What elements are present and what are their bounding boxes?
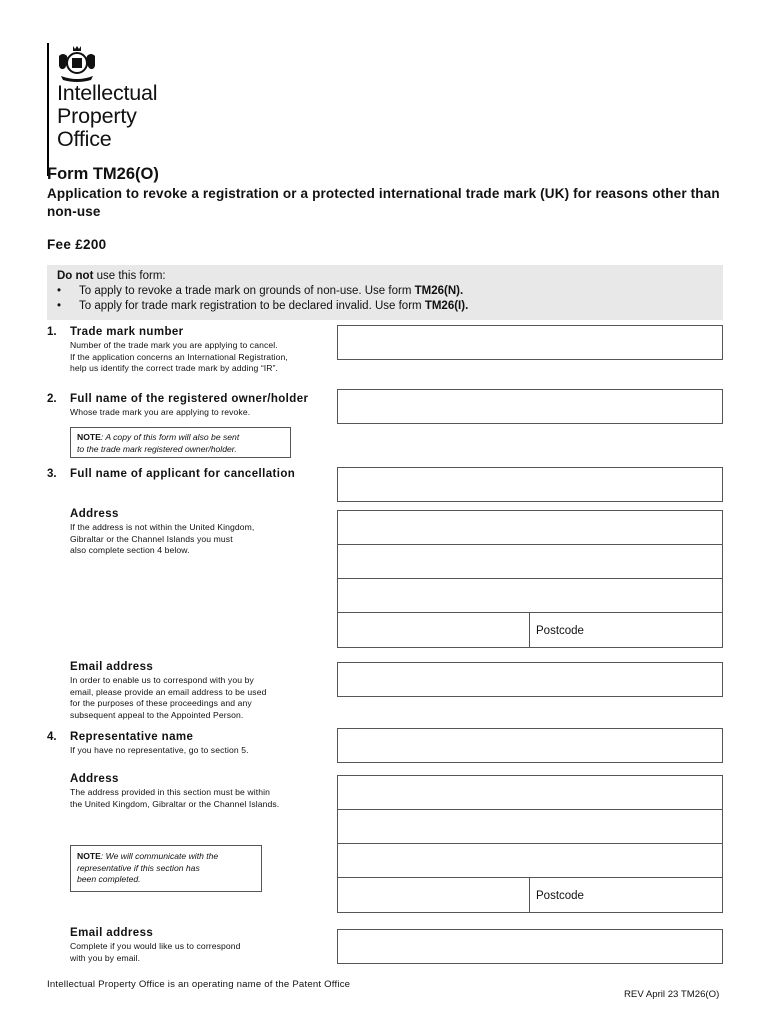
applicant-email-input[interactable] [337,662,723,697]
note-label: NOTE [77,851,101,861]
section-3-address-description [70,522,254,557]
bullet-icon: • [57,285,62,297]
desc-line: In order to enable us to correspond with you by [70,675,254,685]
registered-owner-name-input[interactable] [337,389,723,424]
form-title: Form TM26(O) [47,165,159,183]
desc-line: help us identify the correct trade mark by adding “IR”. [70,363,279,373]
section-4-description [70,745,249,757]
desc-line: also complete section 4 below. [70,545,190,555]
section-2-note [70,427,291,458]
section-2-description [70,407,250,419]
section-2-heading: Full name of the registered owner/holder [70,393,309,405]
section-1-number: 1. [47,326,57,338]
logo-line-2: Property [57,104,137,128]
footer-operating-name: Intellectual Property Office is an operating name of the Patent Office [47,979,351,990]
desc-line: If the application concerns an International Registration, [70,351,288,362]
desc-line: The address provided in this section must be within [70,787,270,797]
applicant-postcode-label: Postcode [536,625,584,637]
desc-line: If the address is not within the United Kingdom, [70,522,255,532]
do-not-use-notice [47,265,723,320]
desc-line: Whose trade mark you are applying to revoke. [70,407,251,417]
section-4-heading: Representative name [70,731,194,743]
representative-address-line-3-input[interactable] [337,843,723,878]
representative-address-line-2-input[interactable] [337,809,723,844]
royal-crest-icon [55,42,99,82]
notice-item-form-link[interactable]: TM26(I). [424,300,469,312]
section-1-heading: Trade mark number [70,326,184,338]
desc-line: If you have no representative, go to section 5. [70,745,249,755]
applicant-address-line-2-input[interactable] [337,544,723,579]
applicant-address-line-4-input[interactable] [337,612,723,648]
notice-item [57,299,713,314]
section-3-heading: Full name of applicant for cancellation [70,468,296,480]
logo-line-3: Office [57,127,112,151]
section-3-address-heading: Address [70,508,119,520]
representative-email-input[interactable] [337,929,723,964]
notice-item [57,284,713,299]
note-text: representative if this section has [77,862,200,873]
notice-intro-bold: Do not [57,270,94,282]
applicant-address-line-3-input[interactable] [337,578,723,613]
trade-mark-number-input[interactable] [337,325,723,360]
note-text: to the trade mark registered owner/holder. [77,443,237,454]
section-2-number: 2. [47,393,57,405]
notice-intro [57,269,713,284]
notice-intro-rest: use this form: [93,270,166,282]
form-subtitle: Application to revoke a registration or a protected international trade mark (UK) for reasons other than non-use [47,186,720,219]
section-4-note [70,845,262,892]
bullet-icon: • [57,300,62,312]
notice-item-form-link[interactable]: TM26(N). [414,285,464,297]
section-4-email-description [70,941,241,964]
section-1-description [70,340,288,375]
logo-divider [47,43,49,176]
logo-wordmark [57,82,157,151]
representative-address-line-4-input[interactable] [337,877,723,913]
field-divider [529,613,530,647]
representative-address-line-1-input[interactable] [337,775,723,810]
desc-line: Gibraltar or the Channel Islands you must [70,533,233,544]
representative-postcode-label: Postcode [536,890,584,902]
note-text: : A copy of this form will also be sent [100,432,240,442]
note-text: been completed. [77,874,141,884]
footer-revision: REV April 23 TM26(O) [624,989,720,1000]
note-text: : We will communicate with the [100,851,219,861]
representative-name-input[interactable] [337,728,723,763]
section-3-email-heading: Email address [70,661,154,673]
logo-line-1: Intellectual [57,81,158,105]
applicant-address-line-1-input[interactable] [337,510,723,545]
section-4-number: 4. [47,731,57,743]
field-divider [529,878,530,912]
notice-item-text: To apply to revoke a trade mark on grounds of non-use. Use form [79,285,415,297]
desc-line: the United Kingdom, Gibraltar or the Channel Islands. [70,798,280,809]
section-4-email-heading: Email address [70,927,154,939]
section-4-address-heading: Address [70,773,119,785]
section-4-address-description [70,787,279,810]
desc-line: for the purposes of these proceedings and any [70,698,252,708]
desc-line: subsequent appeal to the Appointed Person. [70,709,244,720]
desc-line: Complete if you would like us to correspond [70,941,241,951]
note-label: NOTE [77,432,101,442]
desc-line: Number of the trade mark you are applying to cancel. [70,340,278,350]
notice-item-text: To apply for trade mark registration to be declared invalid. Use form [79,300,425,312]
section-3-number: 3. [47,468,57,480]
fee-label: Fee £200 [47,237,107,252]
desc-line: email, please provide an email address to be used [70,686,267,697]
desc-line: with you by email. [70,952,141,963]
applicant-name-input[interactable] [337,467,723,502]
section-3-email-description [70,675,266,721]
